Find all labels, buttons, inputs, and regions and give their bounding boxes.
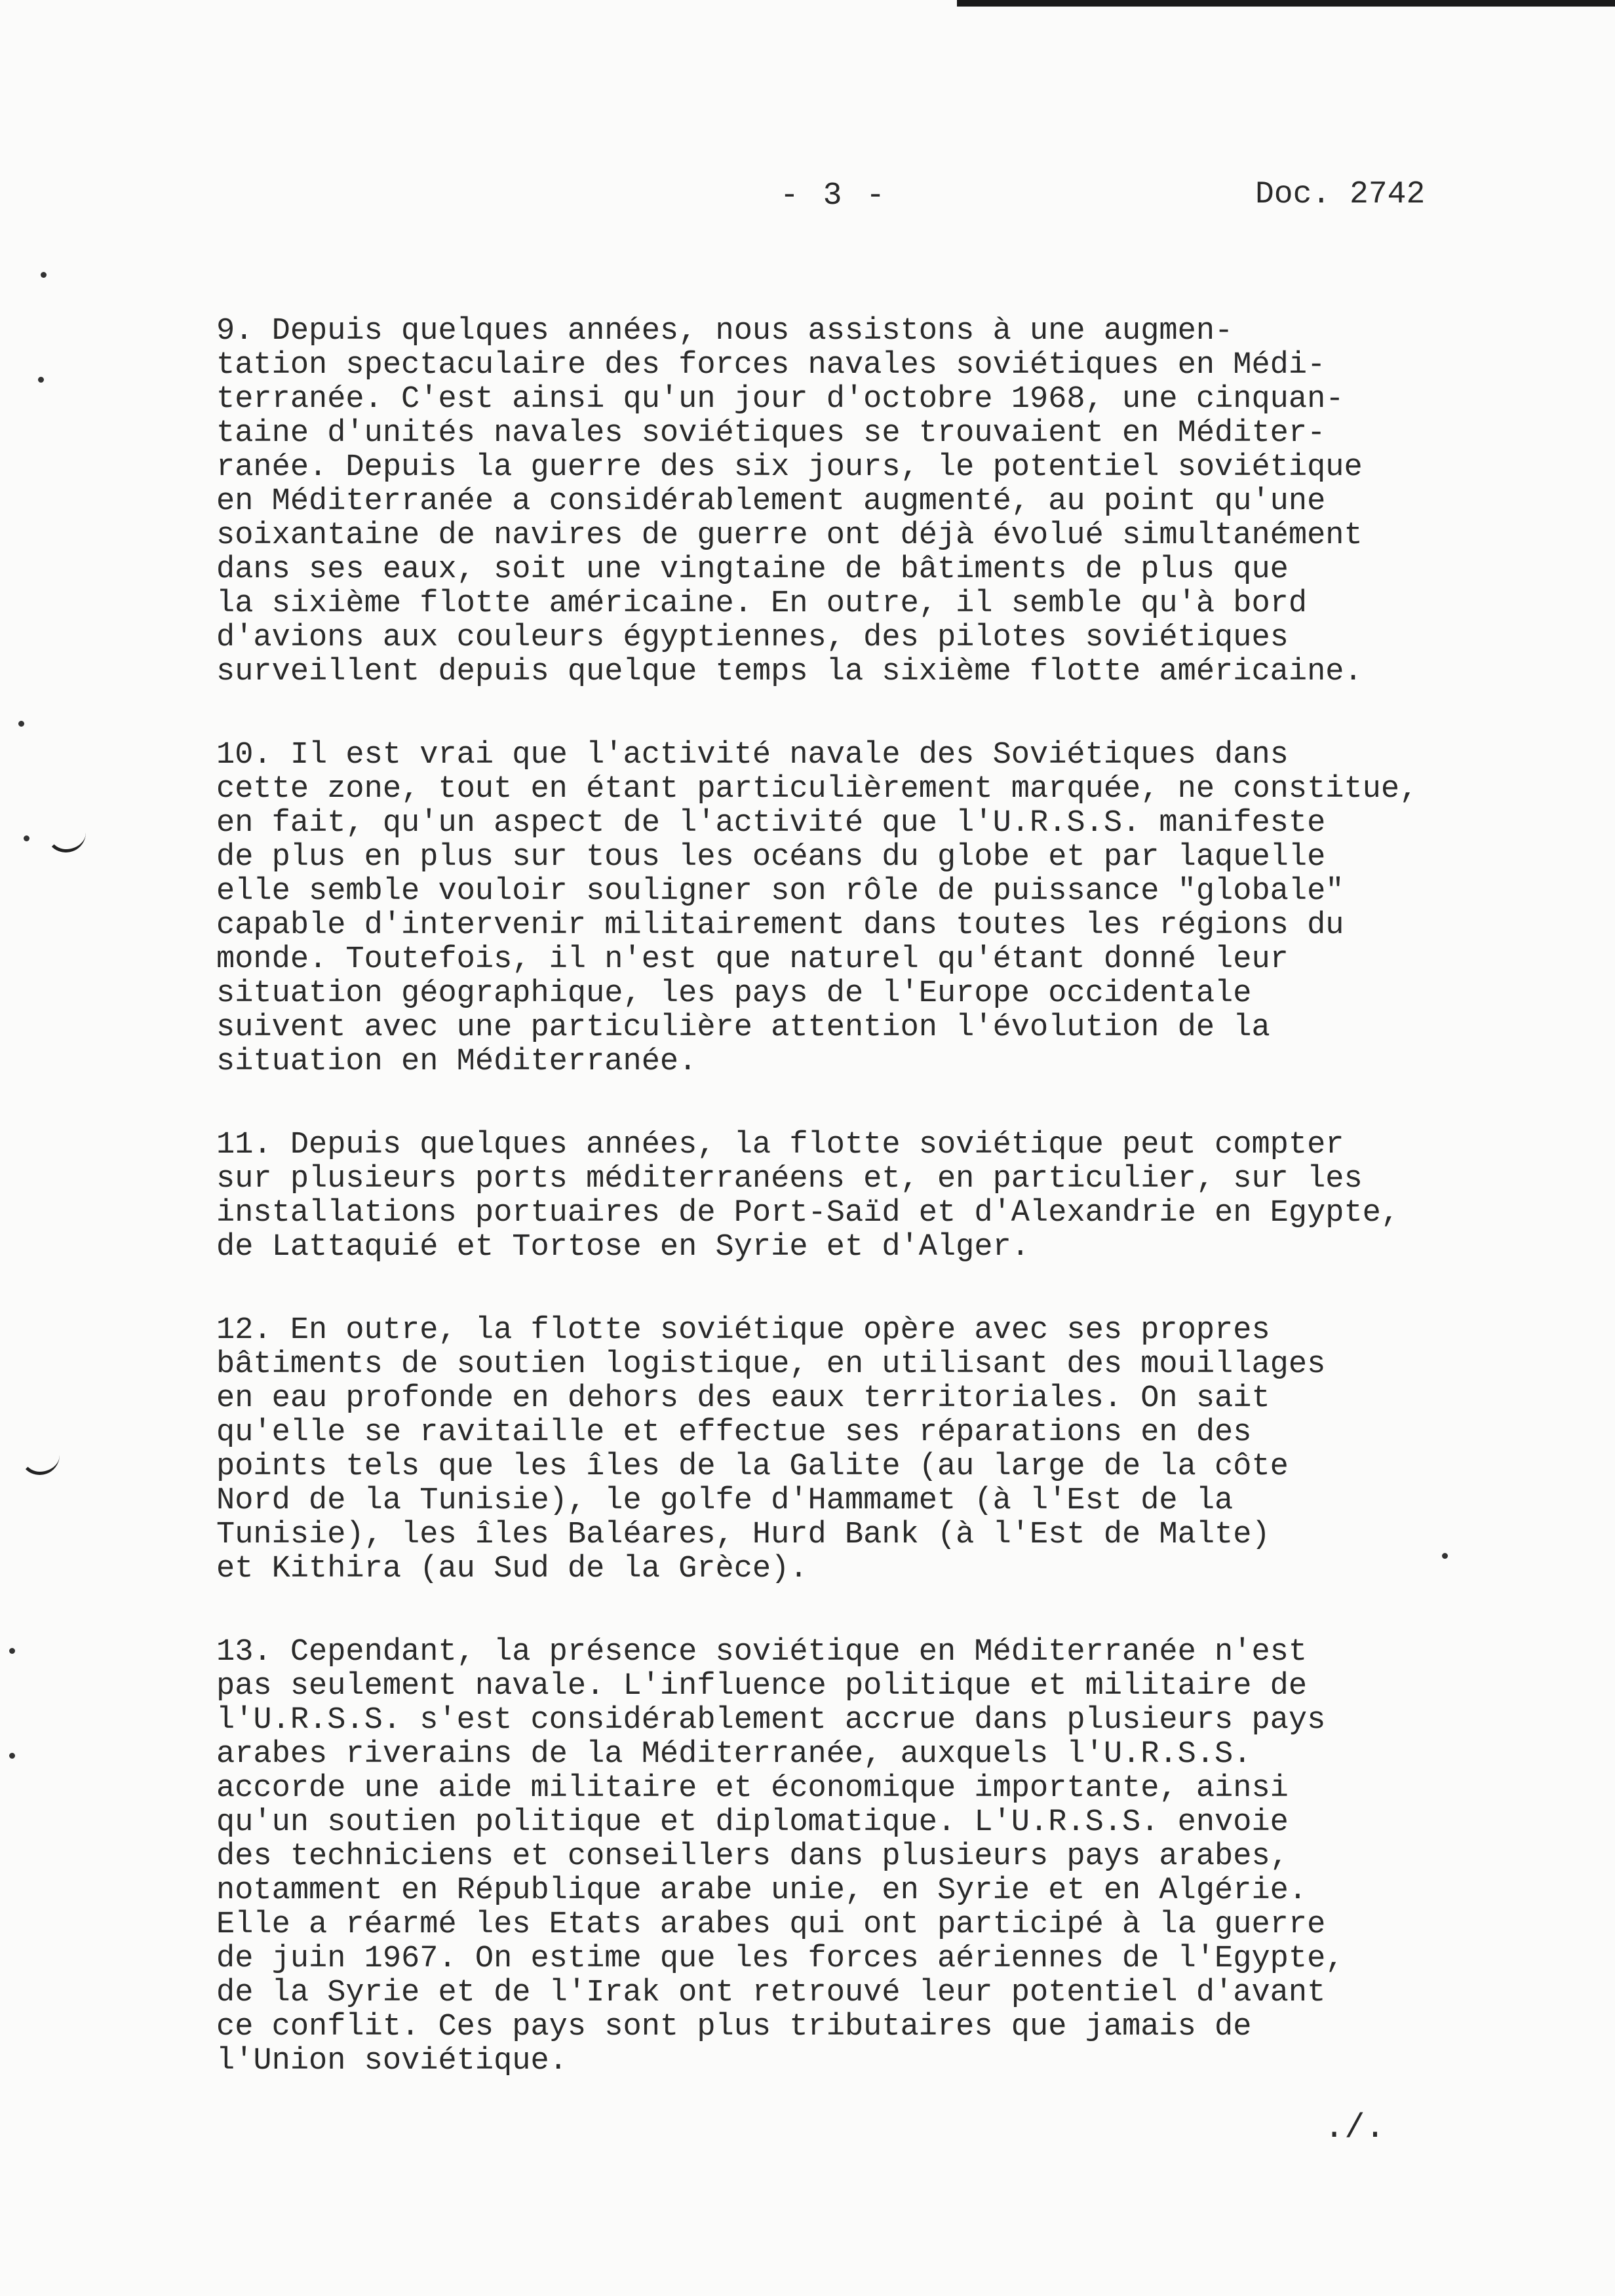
continuation-mark: ./.	[1324, 2109, 1386, 2147]
paragraph-12: 12. En outre, la flotte soviétique opère avec ses propres bâtiments de soutien logistique, en utilisant des mouillages en eau profonde en dehors des eaux territoriales. On sait qu'elle se ravitaille et effectue ses réparations en des points tels que les îles de la Galite (au large de la côte Nord de la Tunisie), le golfe d'Hammamet (à l'Est de la Tunisie), les îles Baléares, Hurd Bank (à l'Est de Malte) et Kithira (au Sud de la Grèce).	[216, 1313, 1326, 1586]
punch-hole-mark	[20, 1435, 60, 1475]
paragraph-10: 10. Il est vrai que l'activité navale des Soviétiques dans cette zone, tout en étant particulièrement marquée, ne constitue, en fait, qu'un aspect de l'activité que l'U.R.S.S. manifeste de plus en plus sur tous les océans du globe et par laquelle elle semble vouloir souligner son rôle de puissance "globale" capable d'intervenir militairement dans toutes les régions du monde. Toutefois, il n'est que naturel qu'étant donné leur situation géographique, les pays de l'Europe occidentale suivent avec une particulière attention l'évolution de la situation en Méditerranée.	[216, 738, 1418, 1079]
punch-hole-mark	[46, 813, 86, 852]
top-edge-rule	[957, 0, 1615, 7]
scan-speck	[41, 272, 47, 278]
paragraph-9: 9. Depuis quelques années, nous assistons à une augmen- tation spectaculaire des forces navales soviétiques en Médi- terranée. C'est ainsi qu'un jour d'octobre 1968, une cinquan- taine d'unités navales soviétiques se trouvaient en Méditer- ranée. Depuis la guerre des six jours, le potentiel soviétique en Méditerranée a considérablement augmenté, au point qu'une soixantaine de navires de guerre ont déjà évolué simultanément dans ses eaux, soit une vingtaine de bâtiments de plus que la sixième flotte américaine. En outre, il semble qu'à bord d'avions aux couleurs égyptiennes, des pilotes soviétiques surveillent depuis quelque temps la sixième flotte américaine.	[216, 314, 1363, 689]
scan-speck	[9, 1648, 15, 1654]
paragraph-11: 11. Depuis quelques années, la flotte soviétique peut compter sur plusieurs ports méditerranéens et, en particulier, sur les installations portuaires de Port-Saïd et d'Alexandrie en Egypte, de Lattaquié et Tortose en Syrie et d'Alger.	[216, 1128, 1400, 1265]
scan-speck	[24, 835, 29, 841]
document-body	[216, 315, 1501, 2128]
document-reference: Doc. 2742	[1255, 177, 1426, 212]
scan-speck	[9, 1753, 15, 1759]
paragraph-13: 13. Cependant, la présence soviétique en Méditerranée n'est pas seulement navale. L'influence politique et militaire de l'U.R.S.S. s'est considérablement accrue dans plusieurs pays arabes riverains de la Méditerranée, auxquels l'U.R.S.S. accorde une aide militaire et économique importante, ainsi qu'un soutien politique et diplomatique. L'U.R.S.S. envoie des techniciens et conseillers dans plusieurs pays arabes, notamment en République arabe unie, en Syrie et en Algérie. Elle a réarmé les Etats arabes qui ont participé à la guerre de juin 1967. On estime que les forces aériennes de l'Egypte, de la Syrie et de l'Irak ont retrouvé leur potentiel d'avant ce conflit. Ces pays sont plus tributaires que jamais de l'Union soviétique.	[216, 1635, 1344, 2078]
page-number: - 3 -	[780, 178, 888, 214]
scan-speck	[38, 377, 44, 383]
scan-speck	[18, 721, 24, 727]
scan-speck	[1442, 1553, 1448, 1559]
